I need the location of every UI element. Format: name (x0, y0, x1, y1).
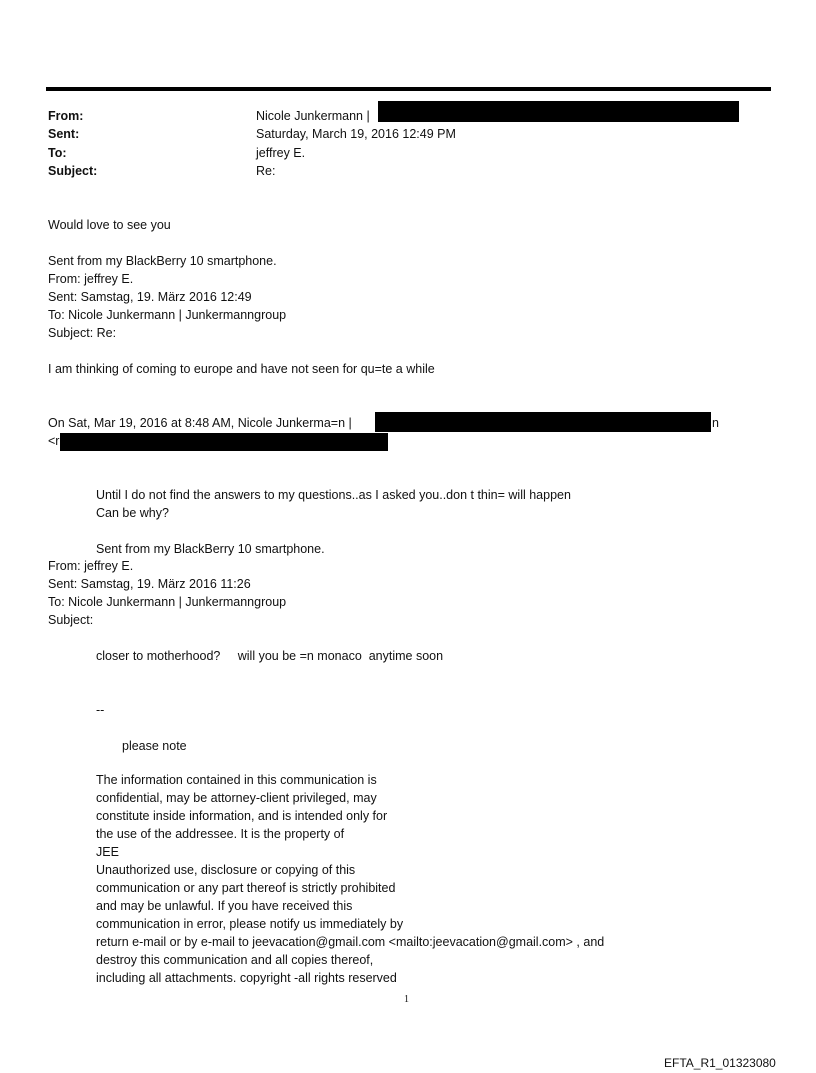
please-note: please note (122, 739, 187, 753)
disclaimer-line: JEE (96, 845, 119, 859)
bates-number: EFTA_R1_01323080 (664, 1056, 776, 1070)
to-label: To: (48, 146, 67, 160)
disclaimer-line: destroy this communication and all copies thereof, (96, 953, 374, 967)
reply-text: Would love to see you (48, 218, 171, 232)
sent-label: Sent: (48, 127, 80, 141)
on-wrote-line-2: <r (48, 434, 60, 448)
quoted-to: To: Nicole Junkermann | Junkermanngroup (48, 595, 287, 609)
disclaimer-line: the use of the addressee. It is the property of (96, 827, 345, 841)
signature: Sent from my BlackBerry 10 smartphone. (48, 254, 277, 268)
quoted-to: To: Nicole Junkermann | Junkermanngroup (48, 308, 287, 322)
to-value: jeffrey E. (256, 146, 306, 160)
signature: Sent from my BlackBerry 10 smartphone. (96, 542, 325, 556)
quoted-message: I am thinking of coming to europe and have not seen for qu=te a while (48, 362, 435, 376)
subject-label: Subject: (48, 164, 98, 178)
on-wrote-line: On Sat, Mar 19, 2016 at 8:48 AM, Nicole Junkerma=n | (48, 416, 352, 430)
signature-separator: -- (96, 703, 105, 717)
sent-value: Saturday, March 19, 2016 12:49 PM (256, 127, 456, 141)
quoted-message: closer to motherhood? will you be =n monaco anytime soon (96, 649, 444, 663)
redaction-block (378, 101, 739, 122)
from-value: Nicole Junkermann | (256, 109, 370, 123)
on-wrote-line-end: n (712, 416, 719, 430)
disclaimer-line: and may be unlawful. If you have received this (96, 899, 353, 913)
disclaimer-line: return e-mail or by e-mail to jeevacation@gmail.com <mailto:jeevacation@gmail.com> , and (96, 935, 605, 949)
redaction-block (60, 433, 388, 451)
quoted-subject: Subject: (48, 613, 94, 627)
disclaimer-line: Unauthorized use, disclosure or copying of this (96, 863, 356, 877)
from-label: From: (48, 109, 84, 123)
quoted-sent: Sent: Samstag, 19. März 2016 11:26 (48, 577, 251, 591)
quoted-from: From: jeffrey E. (48, 272, 134, 286)
redaction-block (375, 412, 711, 432)
header-rule (46, 87, 771, 91)
disclaimer-line: including all attachments. copyright -all rights reserved (96, 971, 397, 985)
subject-value: Re: (256, 164, 276, 178)
disclaimer-line: The information contained in this communication is (96, 773, 377, 787)
disclaimer-line: communication or any part thereof is strictly prohibited (96, 881, 396, 895)
quoted-from: From: jeffrey E. (48, 559, 134, 573)
quoted-subject: Subject: Re: (48, 326, 117, 340)
quoted-message-line: Until I do not find the answers to my questions..as I asked you..don t thin= will happen (96, 488, 571, 502)
quoted-message-line: Can be why? (96, 506, 169, 520)
disclaimer-line: confidential, may be attorney-client privileged, may (96, 791, 377, 805)
quoted-sent: Sent: Samstag, 19. März 2016 12:49 (48, 290, 252, 304)
disclaimer-line: communication in error, please notify us immediately by (96, 917, 404, 931)
page-number: 1 (404, 994, 409, 1005)
disclaimer-line: constitute inside information, and is intended only for (96, 809, 388, 823)
